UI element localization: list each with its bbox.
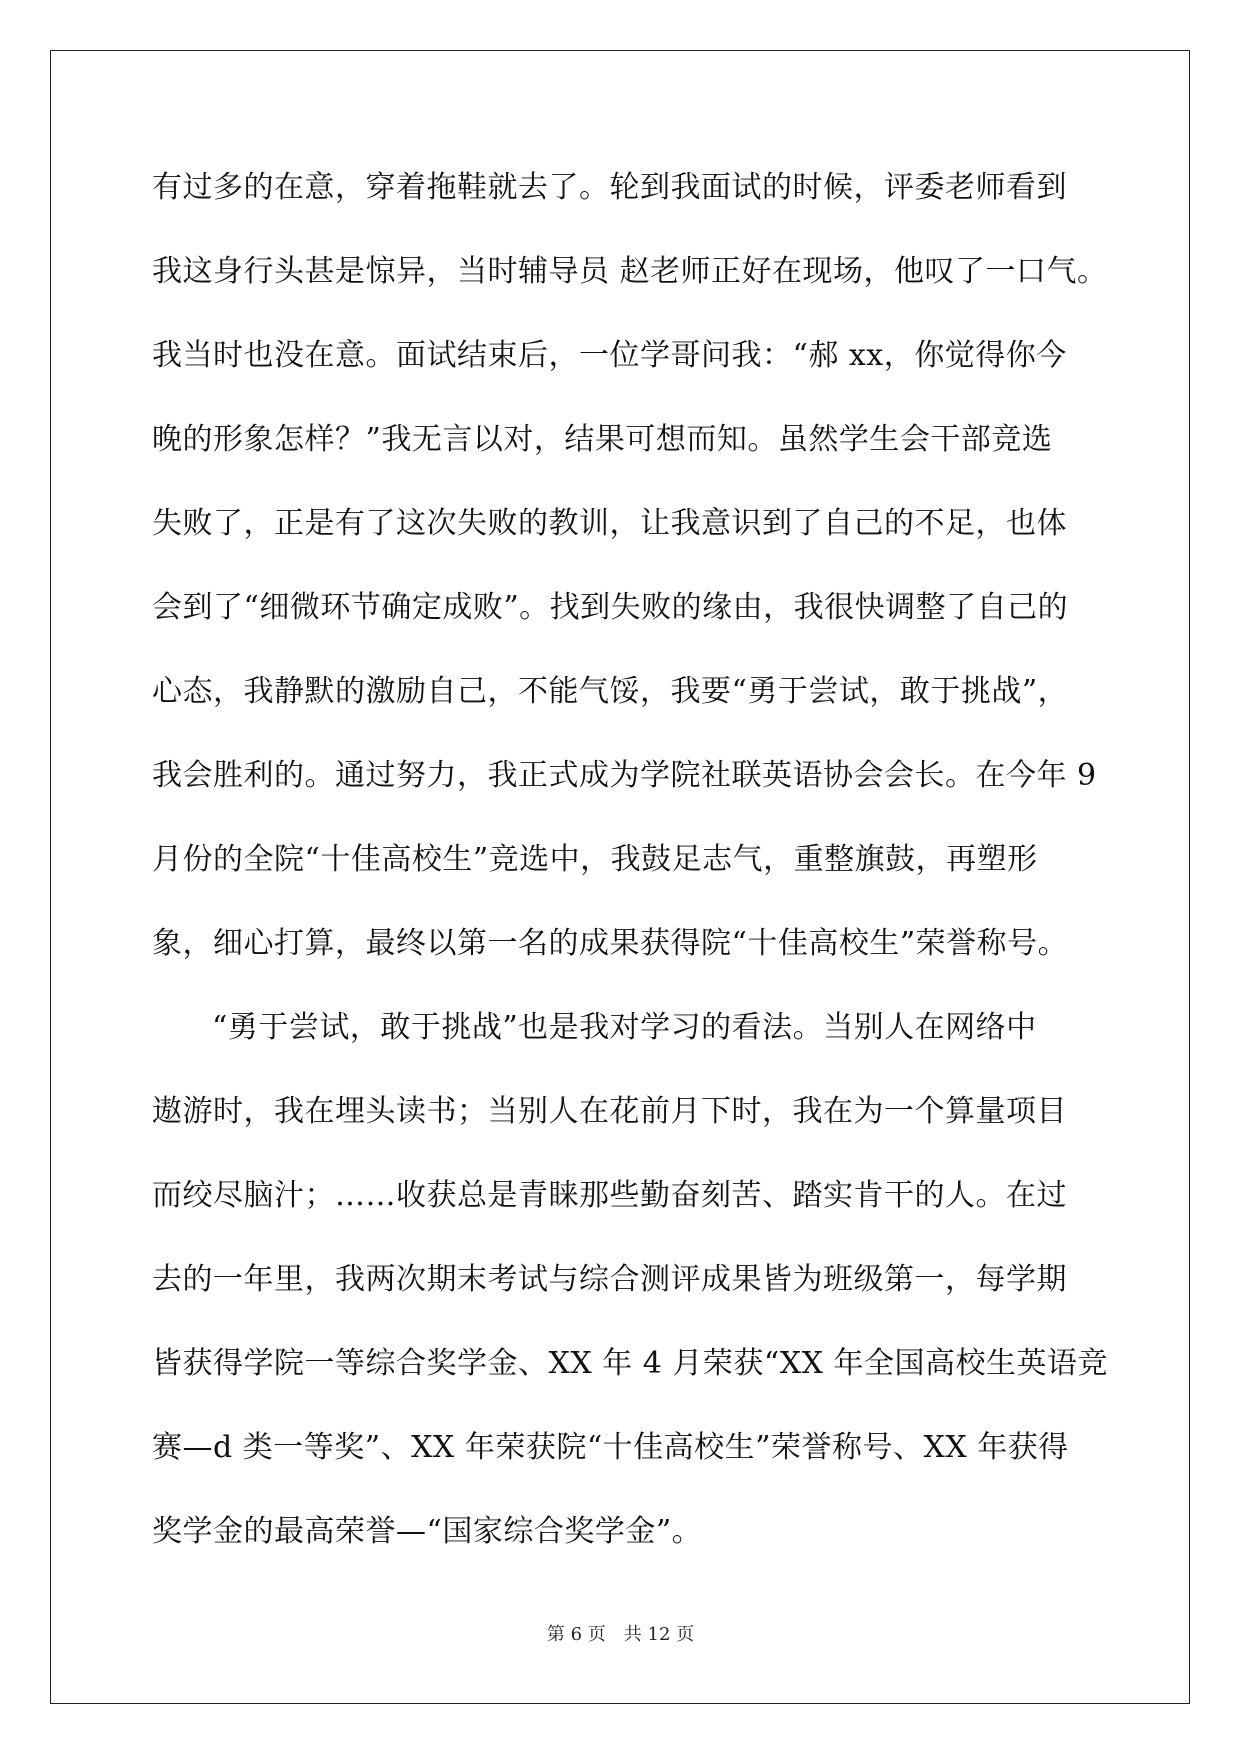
text-line: 遨游时，我在埋头读书；当别人在花前月下时，我在为一个算量项目 <box>152 1094 1067 1129</box>
text-line: 月份的全院“十佳高校生”竞选中，我鼓足志气，重整旗鼓，再塑形 <box>152 842 1038 877</box>
text-line: 我当时也没在意。面试结束后，一位学哥问我：“郝 xx，你觉得你今 <box>152 338 1067 373</box>
text-line: 奖学金的最高荣誉—“国家综合奖学金”。 <box>152 1514 703 1549</box>
text-line: 赛—d 类一等奖”、XX 年荣获院“十佳高校生”荣誉称号、XX 年获得 <box>152 1430 1069 1465</box>
text-line: 有过多的在意，穿着拖鞋就去了。轮到我面试的时候，评委老师看到 <box>152 170 1067 205</box>
page-number: 第 6 页 共 12 页 <box>546 1624 695 1645</box>
text-line: 皆获得学院一等综合奖学金、XX 年 4 月荣获“XX 年全国高校生英语竞 <box>152 1346 1108 1381</box>
text-line: 心态，我静默的激励自己，不能气馁，我要“勇于尝试，敢于挑战”， <box>152 674 1069 709</box>
text-line: 去的一年里，我两次期末考试与综合测评成果皆为班级第一，每学期 <box>152 1262 1067 1297</box>
paragraph-start-line: “勇于尝试，敢于挑战”也是我对学习的看法。当别人在网络中 <box>212 1010 1037 1045</box>
text-line: 晚的形象怎样？”我无言以对，结果可想而知。虽然学生会干部竞选 <box>152 422 1053 457</box>
text-line: 我会胜利的。通过努力，我正式成为学院社联英语协会会长。在今年 9 <box>152 758 1097 793</box>
text-line: 失败了，正是有了这次失败的教训，让我意识到了自己的不足，也体 <box>152 506 1067 541</box>
text-line: 象，细心打算，最终以第一名的成果获得院“十佳高校生”荣誉称号。 <box>152 926 1069 961</box>
text-line: 而绞尽脑汁；……收获总是青睐那些勤奋刻苦、踏实肯干的人。在过 <box>152 1178 1067 1213</box>
text-line: 会到了“细微环节确定成败”。找到失败的缘由，我很快调整了自己的 <box>152 590 1069 625</box>
text-line: 我这身行头甚是惊异，当时辅导员 赵老师正好在现场，他叹了一口气。 <box>152 254 1108 289</box>
document-body <box>152 163 1108 1591</box>
